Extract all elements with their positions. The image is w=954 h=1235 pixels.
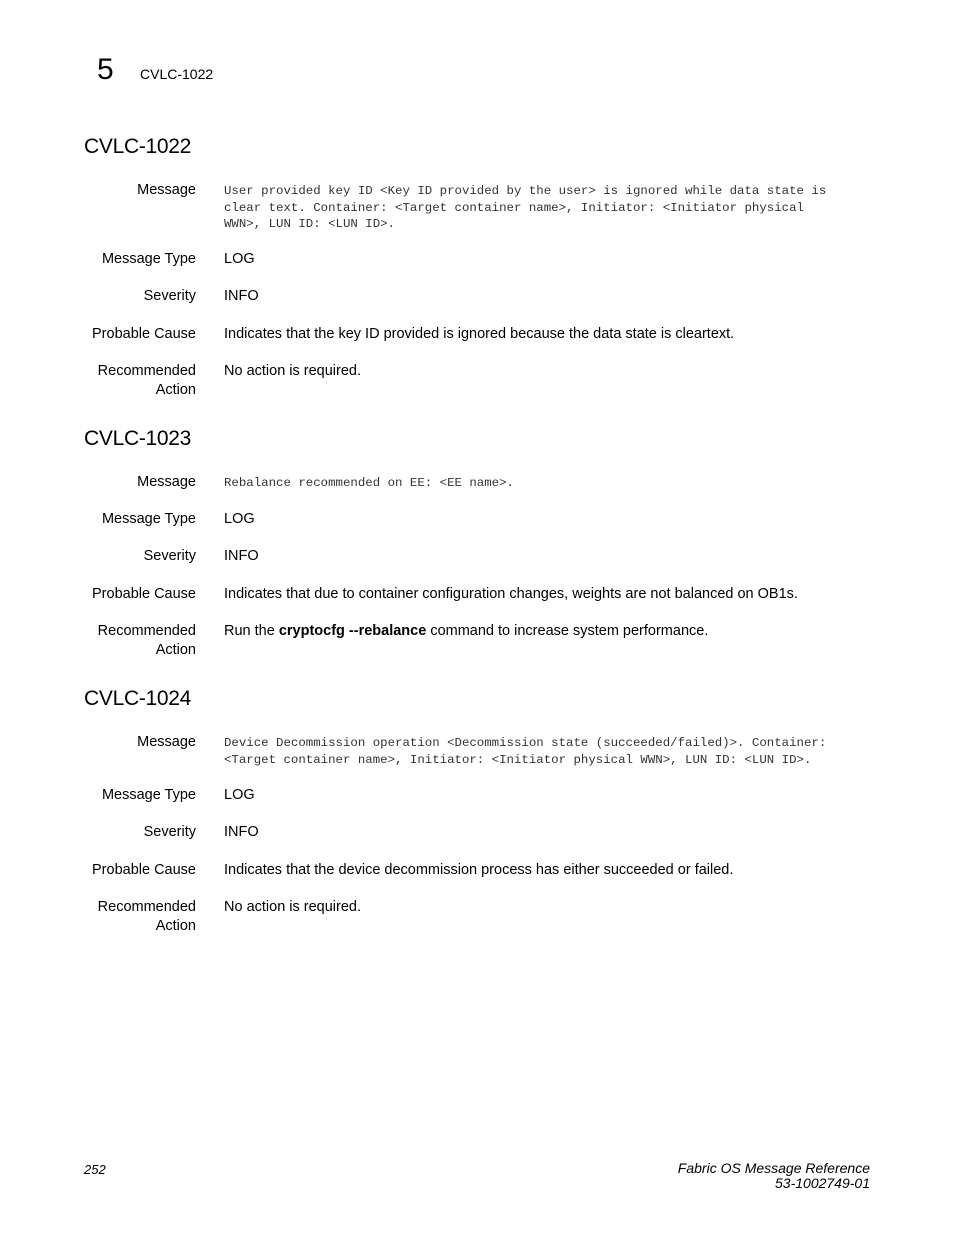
probable-cause-value: Indicates that due to container configuration changes, weights are not balanced on OB1s. (224, 586, 798, 602)
recommended-action-value: No action is required. (224, 899, 362, 915)
page-number: 252 (84, 1162, 106, 1177)
footer-doc-info (678, 1161, 870, 1191)
probable-cause-value: Indicates that the device decommission process has either succeeded or failed. (224, 862, 734, 878)
label-line: Action (155, 642, 196, 658)
message-line: User provided key ID <Key ID provided by the user> is ignored while data state is (224, 184, 827, 198)
message-type-value: LOG (224, 251, 255, 267)
label-line: Recommended (97, 899, 196, 915)
severity-value: INFO (224, 288, 259, 304)
message-line: Device Decommission operation <Decommission state (succeeded/failed)>. Container: (224, 736, 827, 750)
message-type-label: Message Type (101, 511, 196, 527)
message-type-value: LOG (224, 787, 255, 803)
doc-title: Fabric OS Message Reference (677, 1160, 870, 1176)
probable-cause-label: Probable Cause (92, 326, 196, 342)
recommended-action-label (66, 362, 196, 400)
message-label: Message (137, 182, 196, 198)
severity-label: Severity (143, 824, 196, 840)
label-line: Action (155, 382, 196, 398)
probable-cause-label: Probable Cause (92, 862, 196, 878)
message-text (224, 183, 884, 233)
recommended-action-value (224, 622, 884, 641)
message-line: WWN>, LUN ID: <LUN ID>. (224, 217, 396, 231)
label-line: Action (155, 918, 196, 934)
message-type-value: LOG (224, 511, 255, 527)
section-title-cvlc-1022: CVLC-1022 (84, 135, 192, 158)
probable-cause-label: Probable Cause (92, 586, 196, 602)
chapter-number: 5 (97, 53, 114, 86)
message-type-label: Message Type (101, 251, 196, 267)
message-line: <Target container name>, Initiator: <Initiator physical WWN>, LUN ID: <LUN ID>. (224, 752, 812, 767)
recommended-action-value: No action is required. (224, 363, 362, 379)
message-label: Message (137, 734, 196, 750)
message-line: Rebalance recommended on EE: <EE name>. (224, 476, 514, 490)
running-header-title: CVLC-1022 (140, 66, 214, 82)
message-text (224, 735, 884, 768)
section-title-cvlc-1023: CVLC-1023 (84, 427, 192, 450)
recommended-action-label (66, 898, 196, 936)
severity-label: Severity (143, 548, 196, 564)
message-label: Message (137, 474, 196, 490)
section-title-cvlc-1024: CVLC-1024 (84, 687, 192, 710)
severity-value: INFO (224, 824, 259, 840)
message-text (224, 475, 884, 492)
action-text: command to increase system performance. (426, 623, 709, 639)
doc-number: 53-1002749-01 (775, 1175, 870, 1191)
recommended-action-label (66, 622, 196, 660)
message-line: clear text. Container: <Target container name>, Initiator: <Initiator physical (224, 200, 804, 215)
probable-cause-value: Indicates that the key ID provided is ignored because the data state is cleartext. (224, 326, 735, 342)
label-line: Recommended (97, 623, 196, 639)
command-name: cryptocfg --rebalance (278, 623, 427, 639)
label-line: Recommended (97, 363, 196, 379)
action-text: Run the (224, 623, 279, 639)
severity-label: Severity (143, 288, 196, 304)
message-type-label: Message Type (101, 787, 196, 803)
severity-value: INFO (224, 548, 259, 564)
